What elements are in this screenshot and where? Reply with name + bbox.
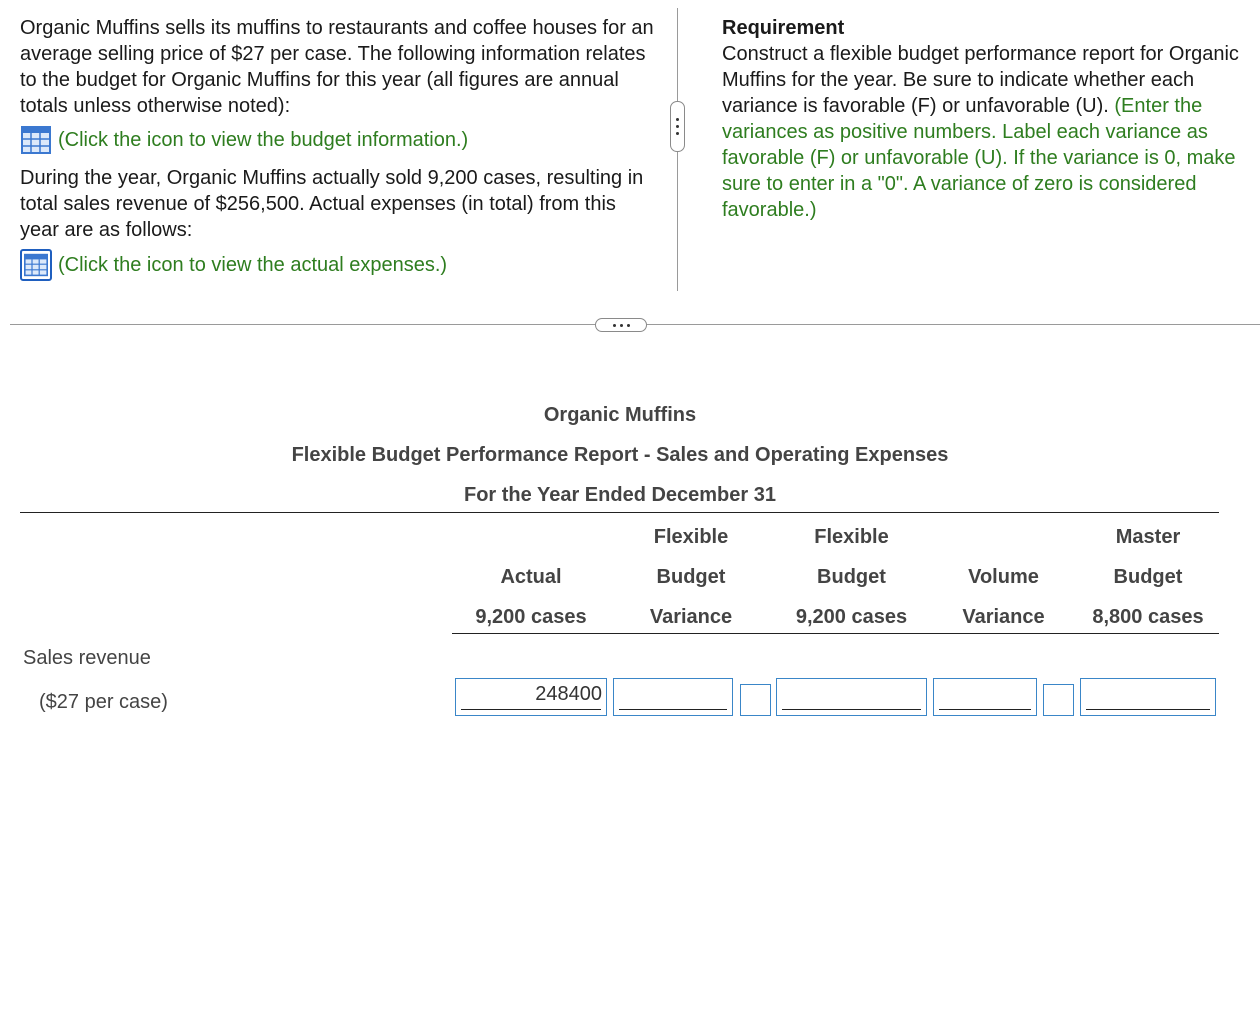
actual-expenses-link-text[interactable]: (Click the icon to view the actual expenses.) [58,254,448,276]
column-header-volume-variance: Volume Variance [962,566,1045,628]
actual-expenses-link[interactable] [20,249,660,281]
report-company: Organic Muffins [543,404,697,426]
master-budget-input[interactable] [1080,678,1216,716]
table-grid-icon[interactable] [20,249,52,281]
row-label-sales-revenue: Sales revenue [23,647,151,669]
column-header-flexible-budget: Flexible Budget 9,200 cases [795,526,908,628]
column-header-master-budget: Master Budget 8,800 cases [1092,526,1204,628]
row-sublabel-price: ($27 per case) [39,691,168,713]
actual-input-value: 248400 [535,683,602,705]
problem-paragraph-2: During the year, Organic Muffins actually sold 9,200 cases, resulting in total sales revenue of $256,500. Actual expenses (in total) from this year are as follows: [20,167,644,241]
report-period: For the Year Ended December 31 [464,484,776,506]
requirement-pane [722,15,1260,223]
flexible-budget-variance-input[interactable] [613,678,733,716]
table-grid-icon[interactable] [20,125,52,155]
column-header-flexible-budget-variance: Flexible Budget Variance [649,526,733,628]
problem-paragraph-1: Organic Muffins sells its muffins to restaurants and coffee houses for an average selling price of $27 per case. The following information relates to the budget for Organic Muffins for this year (all figures are annual totals unless otherwise noted): [20,17,654,117]
budget-info-link-text[interactable]: (Click the icon to view the budget information.) [58,129,469,151]
volume-variance-fu-select[interactable] [1043,684,1074,716]
report-title: Flexible Budget Performance Report - Sales and Operating Expenses [291,444,949,466]
column-header-rule [452,633,1219,634]
problem-pane [20,15,660,291]
actual-input[interactable] [455,678,607,716]
flexible-budget-input[interactable] [776,678,927,716]
report-top-rule [20,512,1219,513]
vertical-resize-handle[interactable] [670,101,685,152]
budget-info-link[interactable] [20,125,660,155]
volume-variance-input[interactable] [933,678,1037,716]
requirement-title: Requirement [722,17,845,39]
column-header-actual: Actual 9,200 cases [475,566,587,628]
requirement-text: Construct a flexible budget performance report for Organic Muffins for the year. Be sure to indicate whether each variance is favorable (F) or unfavorable (U). [722,43,1239,117]
requirement-instructions: (Enter the variances as positive numbers. Label each variance as favorable (F) or unfavorable (U). If the variance is 0, make sure to enter in a "0". A variance of zero is considered favorable.) [722,95,1236,221]
horizontal-resize-handle[interactable] [595,318,647,332]
flexible-budget-variance-fu-select[interactable] [740,684,771,716]
